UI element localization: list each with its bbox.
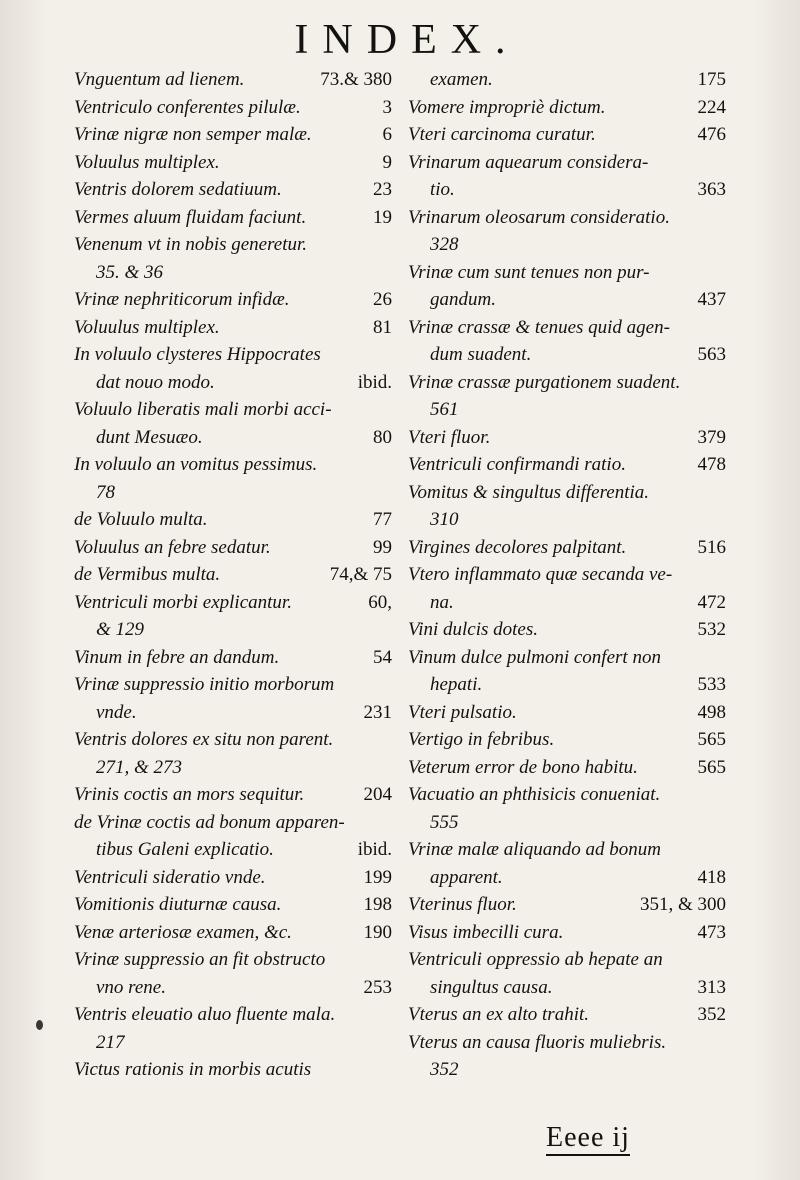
entry-text: dum suadent. [430, 344, 532, 365]
index-entry [74, 94, 392, 122]
entry-text: Victus rationis in morbis acutis [74, 1059, 312, 1080]
index-entry [74, 314, 392, 342]
entry-page-ref: 224 [697, 96, 726, 118]
ink-spot [36, 1020, 43, 1030]
entry-text: Vterus an causa fluoris muliebris. [408, 1031, 667, 1053]
entry-page-ref: 81 [373, 316, 392, 338]
index-entry [74, 396, 392, 424]
index-entry [408, 726, 726, 754]
entry-text: vnde. [96, 701, 137, 723]
index-entry [408, 891, 726, 919]
entry-text: de Vermibus multa. [74, 564, 221, 585]
entry-text: In voluulo an vomitus pessimus. [74, 454, 318, 475]
entry-text: Visus imbecilli cura. [408, 921, 564, 943]
entry-text: Ventriculi morbi explicantur. [74, 591, 292, 613]
index-entry [408, 1001, 726, 1029]
index-entry [74, 176, 392, 204]
index-entry [408, 396, 726, 424]
entry-text: Voluulus an febre sedatur. [74, 536, 271, 558]
index-entry [408, 231, 726, 259]
index-entry [74, 644, 392, 672]
entry-text: Vrinæ nephriticorum infidæ. [74, 289, 290, 310]
index-entry [74, 534, 392, 562]
index-entry [408, 176, 726, 204]
entry-text: Vteri carcinoma curatur. [408, 124, 596, 145]
entry-page-ref: 73.& 380 [320, 69, 392, 90]
index-entry [408, 561, 726, 589]
index-entry [74, 616, 392, 644]
entry-text: dat nouo modo. [96, 371, 215, 393]
entry-page-ref: 313 [697, 976, 726, 998]
entry-page-ref: 565 [697, 756, 726, 778]
entry-text: Ventris dolores ex situ non parent. [74, 729, 334, 750]
entry-text: Ventris dolorem sedatiuum. [74, 179, 282, 200]
entry-text: de Voluulo multa. [74, 509, 208, 530]
index-column-left [74, 66, 392, 1084]
entry-page-ref: 351, & 300 [639, 894, 726, 915]
entry-text: Vinum in febre an dandum. [74, 646, 280, 668]
entry-text: Vrinæ cum sunt tenues non pur- [408, 261, 650, 283]
entry-page-ref: 563 [697, 344, 726, 365]
entry-page-ref: 472 [697, 591, 726, 613]
index-entry [408, 671, 726, 699]
index-entry [408, 836, 726, 864]
entry-text: 35. & 36 [96, 261, 164, 283]
entry-text: Vrinarum oleosarum consideratio. [408, 206, 670, 228]
entry-text: apparent. [430, 866, 503, 888]
entry-text: 328 [430, 234, 459, 255]
entry-text: gandum. [430, 289, 496, 310]
entry-text: 78 [96, 481, 115, 503]
index-entry [408, 616, 726, 644]
entry-text: Vermes aluum fluidam faciunt. [74, 206, 307, 228]
index-entry [74, 919, 392, 947]
index-entry [408, 259, 726, 287]
entry-text: hepati. [430, 674, 483, 695]
entry-text: Vrinis coctis an mors sequitur. [74, 784, 305, 805]
page-title: INDEX. [294, 17, 520, 63]
entry-page-ref: 190 [363, 921, 392, 943]
index-entry [74, 754, 392, 782]
entry-text: tio. [430, 179, 455, 200]
entry-page-ref: 437 [697, 289, 726, 310]
index-entry [408, 1056, 726, 1084]
entry-text: Ventriculo conferentes pilulæ. [74, 96, 301, 118]
entry-text: Vteri pulsatio. [408, 701, 517, 723]
index-entry [74, 946, 392, 974]
entry-page-ref: 565 [697, 729, 726, 750]
entry-text: Venenum vt in nobis generetur. [74, 234, 308, 255]
index-entry [408, 314, 726, 342]
index-entry [408, 699, 726, 727]
index-entry [74, 121, 392, 149]
entry-page-ref: 204 [363, 784, 392, 805]
entry-page-ref: 198 [363, 894, 392, 915]
index-entry [74, 1056, 392, 1084]
index-entry [408, 1029, 726, 1057]
entry-page-ref: 363 [697, 179, 726, 200]
entry-page-ref: 80 [373, 426, 392, 448]
index-entry [408, 479, 726, 507]
index-entry [408, 121, 726, 149]
entry-text: Vrinæ nigræ non semper malæ. [74, 124, 312, 145]
index-entry [74, 891, 392, 919]
entry-text: vno rene. [96, 976, 166, 998]
entry-text: & 129 [96, 619, 145, 640]
index-entry [74, 341, 392, 369]
entry-text: Vrinarum aquearum considera- [408, 151, 649, 173]
entry-text: na. [430, 591, 454, 613]
entry-text: examen. [430, 69, 493, 90]
index-entry [408, 424, 726, 452]
entry-page-ref: 19 [373, 206, 392, 228]
entry-text: Vomitus & singultus differentia. [408, 481, 650, 503]
entry-text: Voluulus multiplex. [74, 151, 220, 173]
entry-page-ref: 199 [363, 866, 392, 888]
index-entry [408, 589, 726, 617]
entry-page-ref: 379 [697, 426, 726, 448]
entry-text: singultus causa. [430, 976, 553, 998]
entry-text: Vteri fluor. [408, 426, 491, 448]
entry-text: 310 [430, 509, 459, 530]
index-entry [74, 369, 392, 397]
entry-text: Voluulus multiplex. [74, 316, 220, 338]
index-entry [408, 94, 726, 122]
entry-page-ref: 473 [697, 921, 726, 943]
entry-text: Vterus an ex alto trahit. [408, 1004, 590, 1025]
entry-page-ref: 498 [697, 701, 726, 723]
entry-text: 271, & 273 [96, 756, 183, 778]
entry-text: 561 [430, 399, 459, 420]
index-entry [408, 286, 726, 314]
entry-page-ref: 476 [697, 124, 726, 145]
index-entry [408, 781, 726, 809]
entry-text: Vnguentum ad lienem. [74, 69, 245, 90]
entry-text: tibus Galeni explicatio. [96, 839, 274, 860]
entry-page-ref: 9 [382, 151, 392, 173]
entry-page-ref: 60, [368, 591, 392, 613]
entry-text: Vinum dulce pulmoni confert non [408, 646, 661, 668]
index-entry [74, 726, 392, 754]
entry-text: Vacuatio an phthisicis conueniat. [408, 784, 661, 805]
entry-text: Vrinæ malæ aliquando ad bonum [408, 839, 661, 860]
signature-mark [546, 1118, 630, 1158]
signature-text: Eeee ij [546, 1122, 630, 1156]
entry-page-ref: 533 [697, 674, 726, 695]
entry-page-ref: 26 [373, 289, 392, 310]
index-entry [74, 259, 392, 287]
index-entry [74, 671, 392, 699]
index-entry [74, 506, 392, 534]
entry-text: Vomere impropriè dictum. [408, 96, 606, 118]
index-entry [74, 1029, 392, 1057]
index-entry [408, 864, 726, 892]
index-entry [74, 781, 392, 809]
entry-text: Vini dulcis dotes. [408, 619, 538, 640]
index-entry [408, 66, 726, 94]
entry-text: Voluulo liberatis mali morbi acci- [74, 399, 332, 420]
entry-page-ref: 175 [697, 69, 726, 90]
entry-text: Ventris eleuatio aluo fluente mala. [74, 1004, 336, 1025]
index-entry [74, 424, 392, 452]
entry-text: 352 [430, 1059, 459, 1080]
entry-page-ref: 23 [373, 179, 392, 200]
entry-text: Venæ arteriosæ examen, &c. [74, 921, 292, 943]
entry-page-ref: 54 [373, 646, 392, 668]
entry-text: In voluulo clysteres Hippocrates [74, 344, 321, 365]
index-entry [74, 66, 392, 94]
index-entry [408, 506, 726, 534]
index-entry [74, 561, 392, 589]
index-entry [408, 451, 726, 479]
index-entry [74, 204, 392, 232]
index-entry [408, 919, 726, 947]
index-entry [408, 946, 726, 974]
index-entry [74, 974, 392, 1002]
entry-page-ref: 74,& 75 [329, 564, 392, 585]
entry-text: Vomitionis diuturnæ causa. [74, 894, 282, 915]
entry-page-ref: 418 [697, 866, 726, 888]
entry-page-ref: ibid. [357, 371, 392, 393]
entry-text: 555 [430, 811, 459, 833]
entry-page-ref: 231 [363, 701, 392, 723]
entry-text: de Vrinæ coctis ad bonum apparen- [74, 811, 345, 833]
entry-text: Vrinæ crassæ & tenues quid agen- [408, 316, 670, 338]
entry-page-ref: 516 [697, 536, 726, 558]
index-entry [408, 149, 726, 177]
index-entry [408, 809, 726, 837]
entry-text: Vterinus fluor. [408, 894, 517, 915]
entry-page-ref: 478 [697, 454, 726, 475]
entry-page-ref: ibid. [357, 839, 392, 860]
entry-text: Vtero inflammato quæ secanda ve- [408, 564, 673, 585]
index-entry [74, 286, 392, 314]
entry-page-ref: 3 [382, 96, 392, 118]
index-entry [74, 451, 392, 479]
index-entry [74, 809, 392, 837]
entry-text: Vrinæ suppressio initio morborum [74, 674, 335, 695]
index-entry [408, 204, 726, 232]
index-entry [74, 149, 392, 177]
index-entry [74, 699, 392, 727]
entry-text: dunt Mesuæo. [96, 426, 203, 448]
index-entry [408, 754, 726, 782]
entry-text: Ventriculi sideratio vnde. [74, 866, 266, 888]
entry-text: Virgines decolores palpitant. [408, 536, 627, 558]
entry-page-ref: 532 [697, 619, 726, 640]
index-entry [74, 864, 392, 892]
index-entry [74, 589, 392, 617]
entry-text: Ventriculi confirmandi ratio. [408, 454, 626, 475]
index-entry [74, 1001, 392, 1029]
entry-page-ref: 352 [697, 1004, 726, 1025]
index-entry [408, 369, 726, 397]
index-entry [74, 231, 392, 259]
index-column-right [408, 66, 726, 1084]
entry-page-ref: 6 [382, 124, 392, 145]
entry-text: Ventriculi oppressio ab hepate an [408, 949, 663, 970]
index-entry [74, 836, 392, 864]
entry-text: Vertigo in febribus. [408, 729, 555, 750]
index-entry [408, 534, 726, 562]
index-entry [408, 974, 726, 1002]
entry-page-ref: 253 [363, 976, 392, 998]
index-entry [408, 341, 726, 369]
entry-text: Veterum error de bono habitu. [408, 756, 638, 778]
entry-page-ref: 77 [373, 509, 392, 530]
index-entry [408, 644, 726, 672]
entry-text: 217 [96, 1031, 125, 1053]
entry-text: Vrinæ suppressio an fit obstructo [74, 949, 326, 970]
entry-text: Vrinæ crassæ purgationem suadent. [408, 371, 681, 393]
entry-page-ref: 99 [373, 536, 392, 558]
index-entry [74, 479, 392, 507]
